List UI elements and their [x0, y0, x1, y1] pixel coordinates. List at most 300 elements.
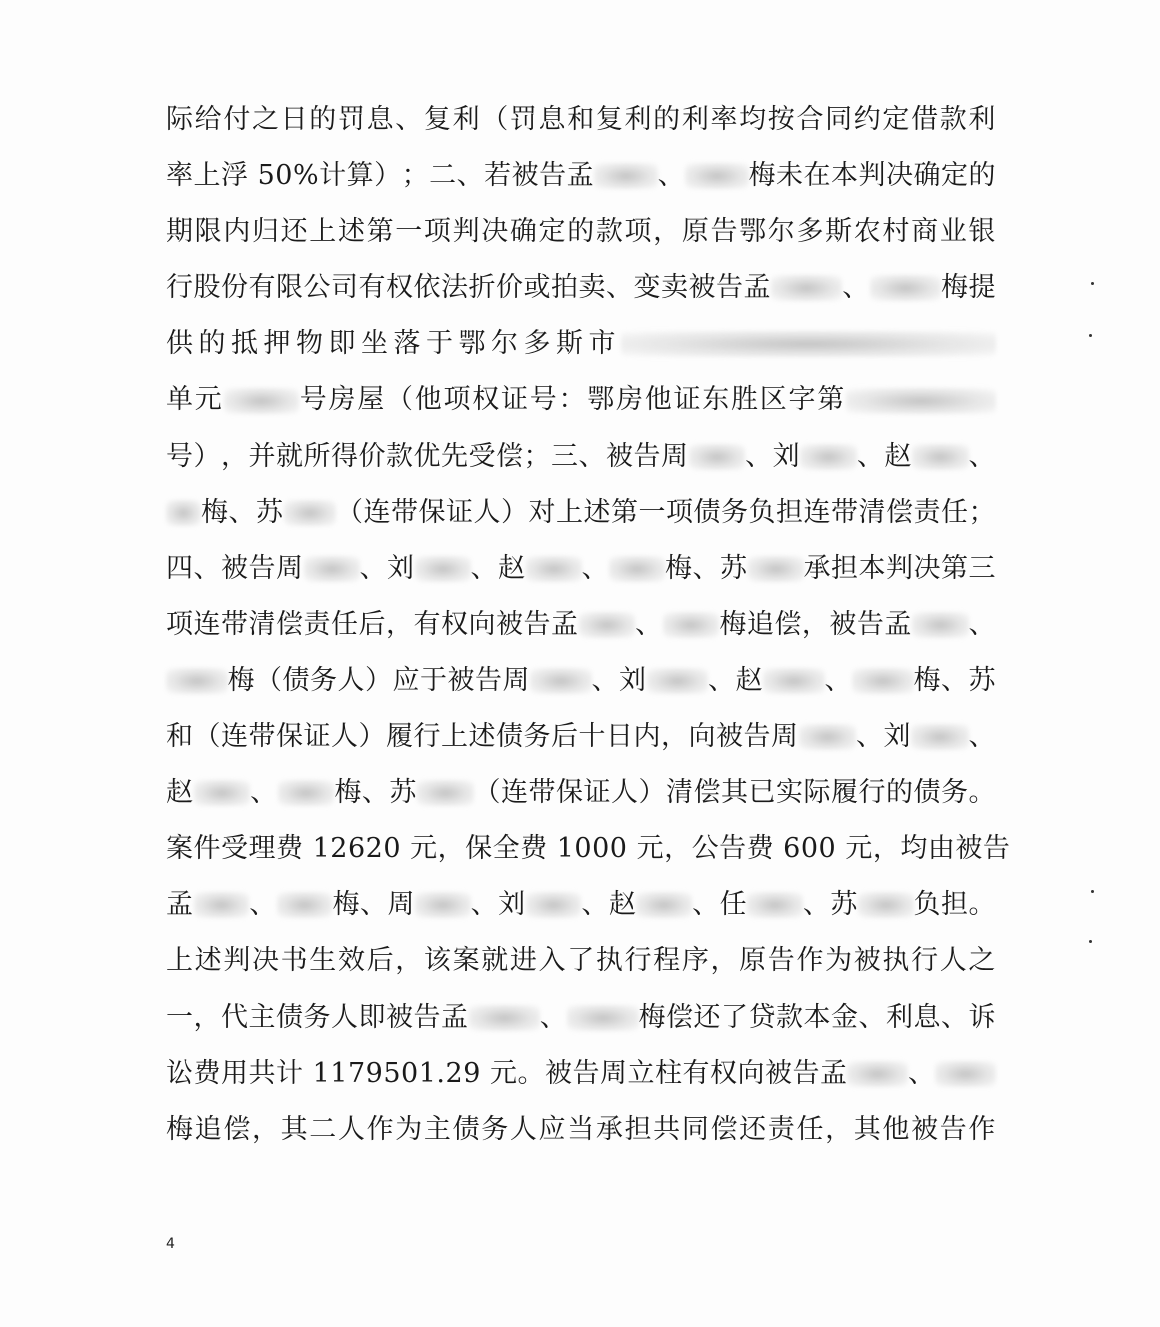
redacted-text	[689, 444, 746, 470]
text-glyph: 费	[276, 833, 304, 865]
text-glyph: 偿	[886, 496, 914, 528]
text-glyph: 、	[824, 664, 852, 696]
text-glyph: 担	[941, 889, 969, 921]
text-glyph: 0	[275, 160, 293, 192]
text-glyph: 于	[420, 664, 448, 696]
text-glyph: ，	[221, 440, 249, 472]
text-glyph: 之	[968, 945, 996, 977]
text-glyph: 告	[523, 608, 551, 640]
text-glyph: 了	[567, 945, 595, 977]
text-glyph: 孟	[566, 160, 595, 192]
text-glyph: 日	[280, 104, 309, 135]
text-glyph: 东	[702, 384, 730, 416]
text-glyph: 9	[365, 1057, 384, 1089]
text-glyph: 带	[391, 496, 419, 528]
text-glyph: 区	[759, 384, 788, 416]
text-glyph: 、	[359, 889, 388, 921]
text-glyph: 二	[429, 160, 457, 192]
text-glyph: ，	[801, 608, 830, 640]
text-glyph: 日	[606, 721, 634, 753]
text-glyph: （	[193, 721, 221, 753]
text-glyph: 胜	[731, 384, 759, 416]
text-glyph: 被	[496, 608, 524, 640]
text-glyph: 内	[633, 721, 661, 753]
text-glyph: 告	[413, 1001, 441, 1033]
text-glyph: 计	[319, 160, 347, 192]
text-glyph: 抵	[231, 328, 259, 360]
text-glyph: 、	[692, 889, 720, 921]
text-glyph: 孟	[441, 1001, 469, 1033]
text-glyph: 立	[627, 1057, 655, 1089]
text-glyph: 履	[386, 721, 414, 753]
text-glyph: 告	[719, 833, 747, 865]
text-glyph: 偿	[496, 440, 524, 472]
text-glyph: 保	[418, 496, 446, 528]
text-glyph: 周	[599, 1057, 628, 1089]
text-glyph: 算	[346, 160, 375, 192]
text-glyph: 2	[365, 833, 384, 865]
text-glyph: 元	[489, 1057, 518, 1089]
text-glyph: 全	[492, 833, 521, 865]
text-glyph: 鄂	[458, 328, 486, 360]
text-glyph: 、	[802, 889, 831, 921]
text-glyph: 提	[968, 272, 996, 304]
text-glyph: 任	[796, 1113, 824, 1145]
redacted-text	[530, 668, 592, 694]
text-line	[166, 709, 996, 765]
text-glyph: 房	[328, 384, 356, 416]
text-glyph: 梅	[719, 608, 747, 640]
margin-mark	[1091, 890, 1094, 893]
text-glyph: 就	[276, 440, 304, 472]
redacted-text	[224, 388, 299, 414]
text-line	[166, 1102, 996, 1158]
text-glyph	[401, 821, 410, 877]
text-glyph: 、	[657, 160, 686, 192]
text-glyph: 代	[221, 1001, 249, 1033]
text-glyph: 证	[673, 384, 701, 416]
text-glyph: 他	[414, 384, 443, 416]
text-glyph: 担	[776, 496, 804, 528]
text-glyph: ，	[395, 945, 423, 977]
text-glyph: 的	[198, 328, 226, 360]
text-glyph: 追	[194, 1113, 223, 1145]
text-glyph: 赵	[498, 552, 526, 584]
text-glyph: 罚	[509, 104, 538, 135]
text-glyph: 执	[882, 945, 910, 977]
redacted-text	[771, 275, 842, 301]
text-glyph: 得	[331, 440, 359, 472]
text-glyph: 有	[248, 272, 276, 304]
text-glyph: 被	[955, 833, 983, 865]
text-line	[166, 92, 996, 148]
text-glyph: 赵	[735, 664, 763, 696]
text-glyph: ，	[661, 721, 689, 753]
text-glyph: 件	[193, 833, 221, 865]
text-glyph: 份	[221, 272, 249, 304]
redacted-text	[526, 892, 582, 918]
text-glyph: 主	[248, 1001, 276, 1033]
body-text	[166, 92, 1011, 1158]
text-glyph: 被	[764, 1057, 793, 1089]
text-glyph: 人	[331, 721, 359, 753]
text-glyph: 四	[166, 552, 194, 584]
text-glyph: 债	[913, 777, 942, 809]
text-glyph: 0	[574, 833, 593, 865]
text-glyph: 作	[366, 1113, 395, 1145]
text-glyph: 斯	[825, 216, 853, 248]
text-glyph: 告	[856, 608, 885, 640]
text-glyph: 上	[309, 216, 337, 248]
text-glyph: 0	[592, 833, 610, 865]
text-glyph: 被	[688, 272, 716, 304]
text-glyph: 了	[721, 1001, 749, 1033]
text-glyph: 书	[280, 945, 309, 977]
text-line	[166, 485, 996, 541]
text-glyph: 之	[251, 104, 280, 135]
text-line	[166, 821, 1011, 877]
text-glyph: 在	[803, 160, 831, 192]
text-glyph: 任	[331, 608, 359, 640]
text-glyph: 。	[517, 1057, 545, 1089]
text-glyph: 商	[911, 216, 939, 248]
text-glyph: 复	[595, 104, 624, 135]
redacted-text	[685, 163, 748, 189]
text-glyph: 业	[939, 216, 968, 248]
text-glyph: 或	[523, 272, 551, 304]
text-glyph: 告	[539, 160, 567, 192]
text-glyph: 债	[452, 1113, 481, 1145]
text-glyph: 、	[941, 664, 969, 696]
text-glyph: 权	[441, 608, 469, 640]
text-glyph: 偿	[710, 1113, 738, 1145]
text-glyph: 入	[538, 945, 567, 977]
text-glyph: ，	[710, 945, 738, 977]
text-glyph: 贷	[748, 1001, 776, 1033]
text-glyph: （	[473, 777, 502, 809]
text-glyph: （	[481, 104, 509, 135]
text-glyph: 后	[358, 608, 386, 640]
text-glyph: 、	[968, 440, 997, 472]
text-glyph: 计	[276, 1057, 304, 1089]
text-glyph: 、	[470, 552, 498, 584]
text-glyph: 和	[166, 721, 194, 753]
text-glyph: 当	[567, 1113, 595, 1145]
text-glyph: 有	[413, 608, 441, 640]
redacted-text	[747, 892, 803, 918]
text-glyph: 合	[796, 104, 824, 135]
text-glyph: 连	[193, 608, 221, 640]
text-glyph: 刘	[772, 440, 801, 472]
text-glyph: 供	[166, 328, 194, 360]
text-glyph: 内	[223, 216, 251, 248]
text-glyph: 柱	[654, 1057, 683, 1089]
text-glyph: 对	[528, 496, 556, 528]
text-glyph: 定	[941, 160, 969, 192]
text-glyph: 诉	[968, 1001, 996, 1033]
text-glyph	[481, 1046, 490, 1102]
text-glyph: 市	[588, 328, 616, 360]
text-glyph: 为	[395, 1113, 423, 1145]
text-glyph: 、	[907, 1057, 936, 1089]
text-glyph: 梅	[913, 664, 941, 696]
text-glyph: 确	[913, 160, 941, 192]
text-glyph: 、	[856, 721, 884, 753]
text-glyph: 、	[858, 1001, 886, 1033]
text-glyph: 股	[193, 272, 221, 304]
text-glyph: 、	[968, 608, 997, 640]
text-glyph: 向	[468, 608, 496, 640]
text-glyph: 告	[716, 272, 744, 304]
text-glyph: 和	[567, 104, 595, 135]
text-glyph: 孟	[743, 272, 771, 304]
text-glyph: 为	[825, 945, 853, 977]
text-glyph: 。	[968, 889, 997, 921]
text-glyph: 落	[393, 328, 421, 360]
text-glyph: 、	[842, 272, 870, 304]
text-glyph: 二	[309, 1113, 337, 1145]
text-glyph: 、	[856, 440, 885, 472]
text-glyph: 2	[445, 1057, 464, 1089]
text-glyph: 0	[818, 833, 837, 865]
text-glyph: 均	[739, 104, 767, 135]
redacted-text	[846, 388, 996, 414]
text-glyph: 、	[581, 889, 609, 921]
redacted-text	[415, 556, 471, 582]
text-glyph: 卖	[578, 272, 606, 304]
text-glyph: 连	[803, 496, 831, 528]
text-glyph: 的	[309, 104, 337, 135]
text-glyph: 拍	[551, 272, 579, 304]
redacted-text	[912, 444, 969, 470]
text-glyph: 定	[538, 216, 567, 248]
text-glyph: 行	[413, 721, 441, 753]
text-glyph: 息	[538, 104, 567, 135]
text-glyph: 2	[330, 833, 348, 865]
text-glyph: ，	[251, 1113, 280, 1145]
text-glyph: %	[292, 160, 320, 192]
text-glyph: 苏	[968, 664, 996, 696]
text-glyph: 押	[263, 328, 291, 360]
text-glyph: 效	[337, 945, 366, 977]
text-glyph	[249, 148, 258, 204]
text-glyph: 孟	[884, 608, 912, 640]
text-line	[166, 541, 996, 597]
text-glyph: 费	[520, 833, 548, 865]
redacted-text	[579, 612, 636, 638]
text-line	[166, 653, 996, 709]
text-glyph: 后	[366, 945, 395, 977]
text-glyph: 第	[817, 384, 845, 416]
text-glyph: 向	[737, 1057, 765, 1089]
text-glyph: 、	[361, 777, 390, 809]
text-glyph: 受	[221, 833, 249, 865]
text-glyph: ）	[193, 440, 221, 472]
text-glyph: 第	[611, 496, 639, 528]
text-glyph: ）	[374, 160, 402, 192]
redacted-text	[194, 892, 250, 918]
text-glyph: 十	[578, 721, 606, 753]
text-glyph: 尔	[491, 328, 519, 360]
text-glyph: 、	[395, 104, 423, 135]
text-glyph: 告	[743, 721, 771, 753]
text-glyph: 债	[276, 1001, 304, 1033]
text-glyph: 息	[913, 1001, 941, 1033]
text-glyph: 梅	[166, 1113, 194, 1145]
text-glyph: 人	[331, 1001, 359, 1033]
text-glyph: 上	[441, 721, 469, 753]
text-glyph: ；	[401, 160, 430, 192]
text-glyph: .	[436, 1057, 446, 1089]
text-glyph: 偿	[276, 608, 304, 640]
text-line	[166, 933, 996, 989]
text-glyph: 原	[739, 945, 767, 977]
text-glyph: 共	[653, 1113, 681, 1145]
text-glyph: 证	[583, 777, 612, 809]
text-glyph: 追	[746, 608, 775, 640]
text-glyph: 优	[413, 440, 441, 472]
text-glyph: 孟	[819, 1057, 848, 1089]
text-glyph: 的	[567, 216, 595, 248]
text-glyph: 他	[882, 1113, 910, 1145]
text-glyph: 第	[941, 552, 969, 584]
text-glyph: 期	[166, 216, 194, 248]
text-glyph: 5	[383, 1057, 402, 1089]
text-glyph: 决	[886, 160, 914, 192]
text-glyph: ）	[501, 496, 529, 528]
text-glyph: 若	[484, 160, 512, 192]
text-glyph: 本	[803, 1001, 831, 1033]
text-glyph: 告	[939, 1113, 968, 1145]
text-glyph: 履	[831, 777, 859, 809]
text-glyph: 罚	[337, 104, 366, 135]
text-glyph: 6	[783, 833, 801, 865]
text-glyph: 际	[803, 777, 832, 809]
text-glyph: 负	[748, 496, 776, 528]
text-glyph: 已	[748, 777, 777, 809]
redacted-text	[277, 892, 333, 918]
text-glyph: 梅	[941, 272, 969, 304]
text-glyph: 告	[475, 664, 503, 696]
text-glyph: 债	[496, 721, 524, 753]
text-glyph: 苏	[830, 889, 858, 921]
text-glyph: 行	[624, 945, 652, 977]
text-glyph: 被	[544, 1057, 573, 1089]
text-glyph: 价	[496, 272, 524, 304]
text-glyph: 赵	[608, 889, 637, 921]
text-glyph: 项	[423, 216, 452, 248]
text-glyph: 责	[303, 608, 331, 640]
text-glyph: 被	[447, 664, 475, 696]
text-glyph: 还	[280, 216, 309, 248]
text-glyph: 带	[831, 496, 859, 528]
text-glyph: 判	[452, 216, 481, 248]
text-glyph: 字	[788, 384, 816, 416]
text-glyph: 任	[941, 496, 969, 528]
redacted-text	[594, 163, 657, 189]
text-glyph: 本	[858, 552, 886, 584]
text-glyph: 。	[968, 777, 997, 809]
redacted-text	[636, 892, 692, 918]
text-glyph: 务	[310, 664, 338, 696]
text-glyph: 0	[383, 833, 402, 865]
margin-mark	[1089, 940, 1092, 943]
text-glyph: 证	[446, 496, 474, 528]
text-glyph: 元	[410, 833, 438, 865]
text-glyph: 刘	[883, 721, 911, 753]
text-glyph: 、	[249, 889, 277, 921]
text-glyph: 承	[595, 1113, 624, 1145]
text-glyph: 向	[688, 721, 716, 753]
text-glyph: 依	[413, 272, 441, 304]
text-glyph: 原	[681, 216, 710, 248]
text-glyph: 人	[509, 1113, 538, 1145]
text-glyph: 1	[312, 833, 331, 865]
text-glyph: 、	[941, 1001, 969, 1033]
text-glyph: 有	[682, 1057, 710, 1089]
text-glyph: ，	[664, 833, 692, 865]
text-glyph: ，	[386, 608, 414, 640]
text-glyph: 被	[829, 608, 857, 640]
text-glyph: 案	[452, 945, 481, 977]
text-glyph: 带	[528, 777, 557, 809]
text-glyph: 连	[363, 496, 391, 528]
text-glyph: 案	[166, 833, 194, 865]
text-glyph: 人	[337, 664, 365, 696]
text-glyph: 上	[556, 496, 584, 528]
redacted-text	[870, 275, 941, 301]
text-glyph: 1	[418, 1057, 437, 1089]
text-glyph: 行	[858, 777, 887, 809]
text-glyph: 证	[303, 721, 331, 753]
text-glyph: 程	[653, 945, 681, 977]
text-glyph: 权	[709, 1057, 738, 1089]
text-glyph: 、	[745, 440, 773, 472]
redacted-text	[911, 724, 969, 750]
text-glyph: 偿	[693, 777, 722, 809]
text-glyph: 斯	[556, 328, 584, 360]
text-glyph: 决	[913, 552, 941, 584]
text-glyph: 先	[441, 440, 469, 472]
text-glyph: 就	[481, 945, 509, 977]
text-glyph: 、	[692, 552, 720, 584]
text-glyph: 周	[502, 664, 530, 696]
text-glyph: 被	[911, 1113, 939, 1145]
text-glyph: 率	[710, 104, 738, 135]
text-glyph: 主	[423, 1113, 452, 1145]
text-glyph: 负	[913, 889, 942, 921]
text-glyph: （	[336, 496, 364, 528]
text-glyph: 的	[653, 104, 681, 135]
text-glyph: 5	[257, 160, 276, 192]
text-line	[166, 877, 996, 933]
text-glyph	[304, 821, 313, 877]
text-glyph: 7	[347, 1057, 366, 1089]
text-glyph: （	[255, 664, 283, 696]
text-glyph: 苏	[720, 552, 748, 584]
text-line	[166, 316, 996, 372]
text-glyph	[548, 821, 557, 877]
text-glyph: 一	[638, 496, 666, 528]
text-glyph: 还	[693, 1001, 721, 1033]
text-glyph: 款	[595, 216, 624, 248]
text-glyph: 决	[481, 216, 509, 248]
text-glyph: 被	[853, 945, 882, 977]
margin-mark	[1091, 282, 1094, 285]
text-glyph: 尔	[767, 216, 796, 248]
text-glyph: 连	[501, 777, 529, 809]
text-glyph: 应	[538, 1113, 567, 1145]
